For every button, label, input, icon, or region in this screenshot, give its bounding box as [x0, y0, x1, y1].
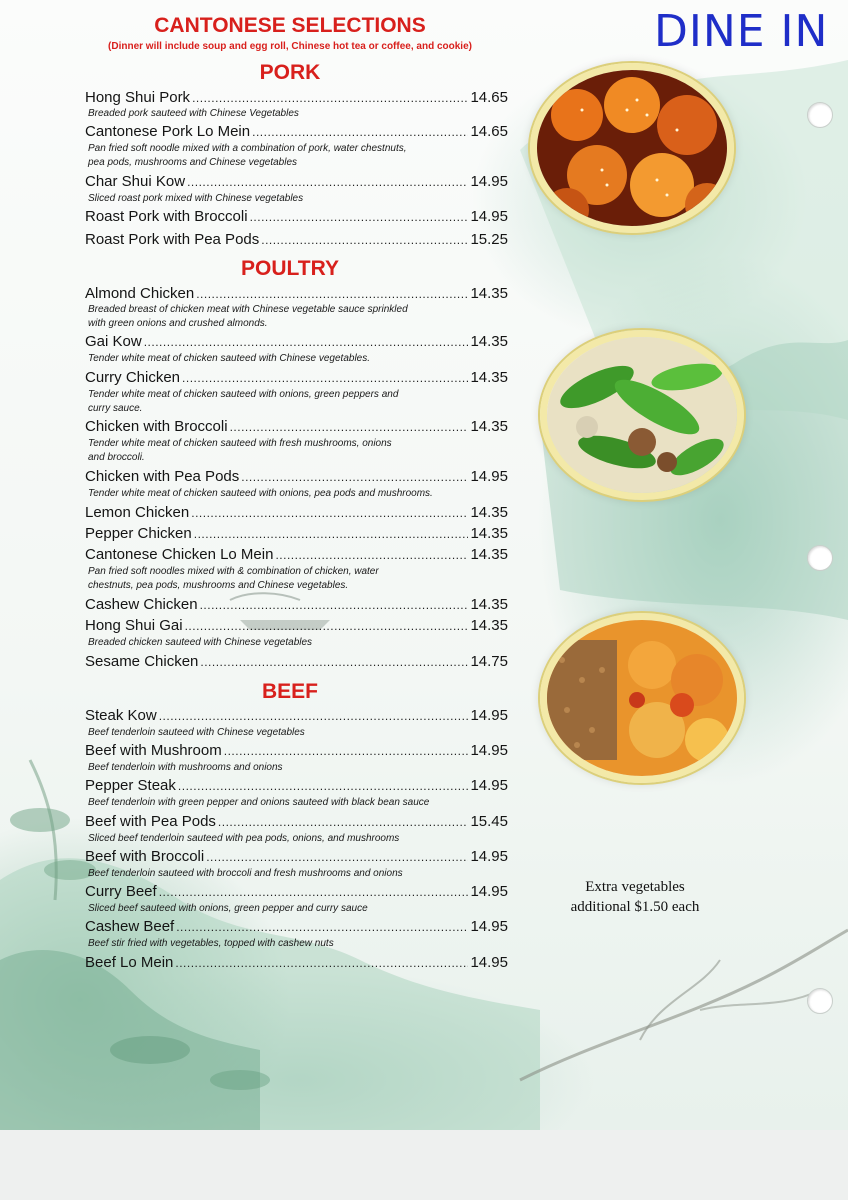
binder-hole [807, 988, 833, 1014]
item-price: 14.35 [470, 285, 508, 302]
menu-item [85, 596, 508, 616]
item-description: Beef stir fried with vegetables, topped with cashew nuts [88, 938, 334, 949]
item-name: Beef with Pea Pods [85, 813, 216, 830]
item-price: 14.65 [470, 89, 508, 106]
item-description: Sliced roast pork mixed with Chinese vegetables [88, 193, 304, 204]
leader-dots [200, 655, 468, 669]
leader-dots [192, 91, 468, 105]
item-name: Cantonese Pork Lo Mein [85, 123, 251, 140]
page-title: CANTONESE SELECTIONS [154, 14, 426, 37]
item-price: 14.35 [470, 418, 508, 435]
item-description: Beef tenderloin sauteed with Chinese vegetables [88, 727, 305, 738]
item-price: 14.95 [470, 954, 508, 971]
item-name: Beef with Broccoli [85, 848, 205, 865]
leader-dots [224, 744, 469, 758]
food-illustration [547, 337, 737, 493]
item-name: Steak Kow [85, 707, 157, 724]
item-description: Sliced beef tenderloin sauteed with pea pods, onions, and mushrooms [88, 833, 400, 844]
item-name: Beef with Mushroom [85, 742, 222, 759]
extra-vegetables-line2: additional $1.50 each [570, 899, 700, 915]
menu-item [85, 707, 508, 727]
leader-dots [144, 335, 469, 349]
section-heading-beef: BEEF [261, 680, 318, 703]
item-name: Beef Lo Mein [85, 954, 174, 971]
menu-item [85, 742, 508, 762]
leader-dots [241, 470, 468, 484]
leader-dots [206, 850, 468, 864]
leader-dots [178, 779, 469, 793]
page-subtitle: (Dinner will include soup and egg roll, Chinese hot tea or coffee, and cookie) [108, 41, 472, 52]
leader-dots [250, 210, 469, 224]
item-name: Almond Chicken [85, 285, 195, 302]
item-price: 14.35 [470, 504, 508, 521]
leader-dots [191, 506, 468, 520]
dine-in-label: DINE IN [654, 6, 829, 57]
item-name: Pepper Chicken [85, 525, 192, 542]
menu-item [85, 208, 508, 228]
item-price: 14.95 [470, 468, 508, 485]
item-description: Tender white meat of chicken sauteed with onions, green peppers and curry sauce. [88, 389, 399, 414]
item-name: Gai Kow [85, 333, 142, 350]
item-description: Sliced beef sauteed with onions, green pepper and curry sauce [88, 903, 368, 914]
item-name: Hong Shui Pork [85, 89, 191, 106]
item-description: Pan fried soft noodle mixed with a combination of pork, water chestnuts, pea pods, mushrooms and Chinese vegetables [88, 143, 407, 168]
menu-item [85, 546, 508, 566]
item-name: Char Shui Kow [85, 173, 186, 190]
leader-dots [275, 548, 468, 562]
menu-item [85, 525, 508, 545]
leader-dots [176, 920, 468, 934]
menu-item [85, 89, 508, 109]
item-name: Roast Pork with Broccoli [85, 208, 248, 225]
binder-hole [807, 545, 833, 571]
menu-item [85, 848, 508, 868]
leader-dots [159, 709, 469, 723]
menu-item [85, 954, 508, 974]
menu-item [85, 918, 508, 938]
food-illustration [547, 620, 737, 776]
item-price: 14.95 [470, 777, 508, 794]
menu-item [85, 369, 508, 389]
item-price: 14.95 [470, 742, 508, 759]
item-price: 14.75 [470, 653, 508, 670]
item-name: Chicken with Broccoli [85, 418, 228, 435]
menu-item [85, 653, 508, 673]
item-name: Chicken with Pea Pods [85, 468, 240, 485]
leader-dots [200, 598, 469, 612]
leader-dots [187, 175, 468, 189]
leader-dots [159, 885, 469, 899]
menu-item [85, 123, 508, 143]
item-description: Beef tenderloin with mushrooms and onions [88, 762, 283, 773]
menu-item [85, 777, 508, 797]
item-description: Tender white meat of chicken sauteed with Chinese vegetables. [88, 353, 371, 364]
binder-hole [807, 102, 833, 128]
food-photo-beef [540, 613, 744, 783]
item-name: Pepper Steak [85, 777, 176, 794]
item-price: 14.35 [470, 596, 508, 613]
item-name: Curry Beef [85, 883, 157, 900]
item-name: Roast Pork with Pea Pods [85, 231, 260, 248]
leader-dots [185, 619, 469, 633]
menu-item [85, 883, 508, 903]
item-name: Cashew Chicken [85, 596, 198, 613]
menu-item [85, 333, 508, 353]
item-price: 14.65 [470, 123, 508, 140]
menu-item [85, 418, 508, 438]
item-name: Cashew Beef [85, 918, 175, 935]
leader-dots [175, 956, 468, 970]
leader-dots [218, 815, 469, 829]
leader-dots [261, 233, 468, 247]
item-name: Hong Shui Gai [85, 617, 183, 634]
item-description: Tender white meat of chicken sauteed with fresh mushrooms, onions and broccoli. [88, 438, 392, 463]
item-name: Cantonese Chicken Lo Mein [85, 546, 274, 563]
item-price: 15.25 [470, 231, 508, 248]
section-heading-poultry: POULTRY [241, 257, 339, 280]
section-heading-pork: PORK [259, 61, 321, 84]
item-price: 14.95 [470, 208, 508, 225]
menu-item [85, 617, 508, 637]
item-price: 14.95 [470, 883, 508, 900]
menu-item [85, 504, 508, 524]
leader-dots [230, 420, 469, 434]
item-price: 14.35 [470, 333, 508, 350]
page-bottom-margin [0, 1130, 848, 1200]
item-description: Breaded breast of chicken meat with Chinese vegetable sauce sprinkled with green onions and crushed almonds. [88, 304, 408, 329]
menu-item [85, 231, 508, 251]
item-price: 14.35 [470, 546, 508, 563]
item-price: 15.45 [470, 813, 508, 830]
item-price: 14.35 [470, 617, 508, 634]
item-description: Tender white meat of chicken sauteed with onions, pea pods and mushrooms. [88, 488, 433, 499]
food-photo-pork [530, 63, 734, 233]
food-photo-poultry [540, 330, 744, 500]
item-price: 14.35 [470, 369, 508, 386]
menu-item [85, 813, 508, 833]
item-description: Beef tenderloin with green pepper and onions sauteed with black bean sauce [88, 797, 430, 808]
item-price: 14.35 [470, 525, 508, 542]
leader-dots [182, 371, 468, 385]
leader-dots [196, 287, 468, 301]
leader-dots [194, 527, 469, 541]
menu-item [85, 468, 508, 488]
menu-item [85, 285, 508, 305]
item-description: Pan fried soft noodles mixed with & combination of chicken, water chestnuts, pea pods, mushrooms and Chinese vegetables. [88, 566, 379, 591]
menu-item [85, 173, 508, 193]
item-price: 14.95 [470, 173, 508, 190]
item-name: Lemon Chicken [85, 504, 190, 521]
leader-dots [252, 125, 468, 139]
item-name: Sesame Chicken [85, 653, 199, 670]
item-name: Curry Chicken [85, 369, 181, 386]
item-description: Beef tenderloin sauteed with broccoli and fresh mushrooms and onions [88, 868, 403, 879]
item-description: Breaded chicken sauteed with Chinese vegetables [88, 637, 313, 648]
extra-vegetables-line1: Extra vegetables [585, 879, 685, 895]
item-description: Breaded pork sauteed with Chinese Vegetables [88, 108, 299, 119]
item-price: 14.95 [470, 707, 508, 724]
food-illustration [537, 70, 727, 226]
item-price: 14.95 [470, 848, 508, 865]
item-price: 14.95 [470, 918, 508, 935]
